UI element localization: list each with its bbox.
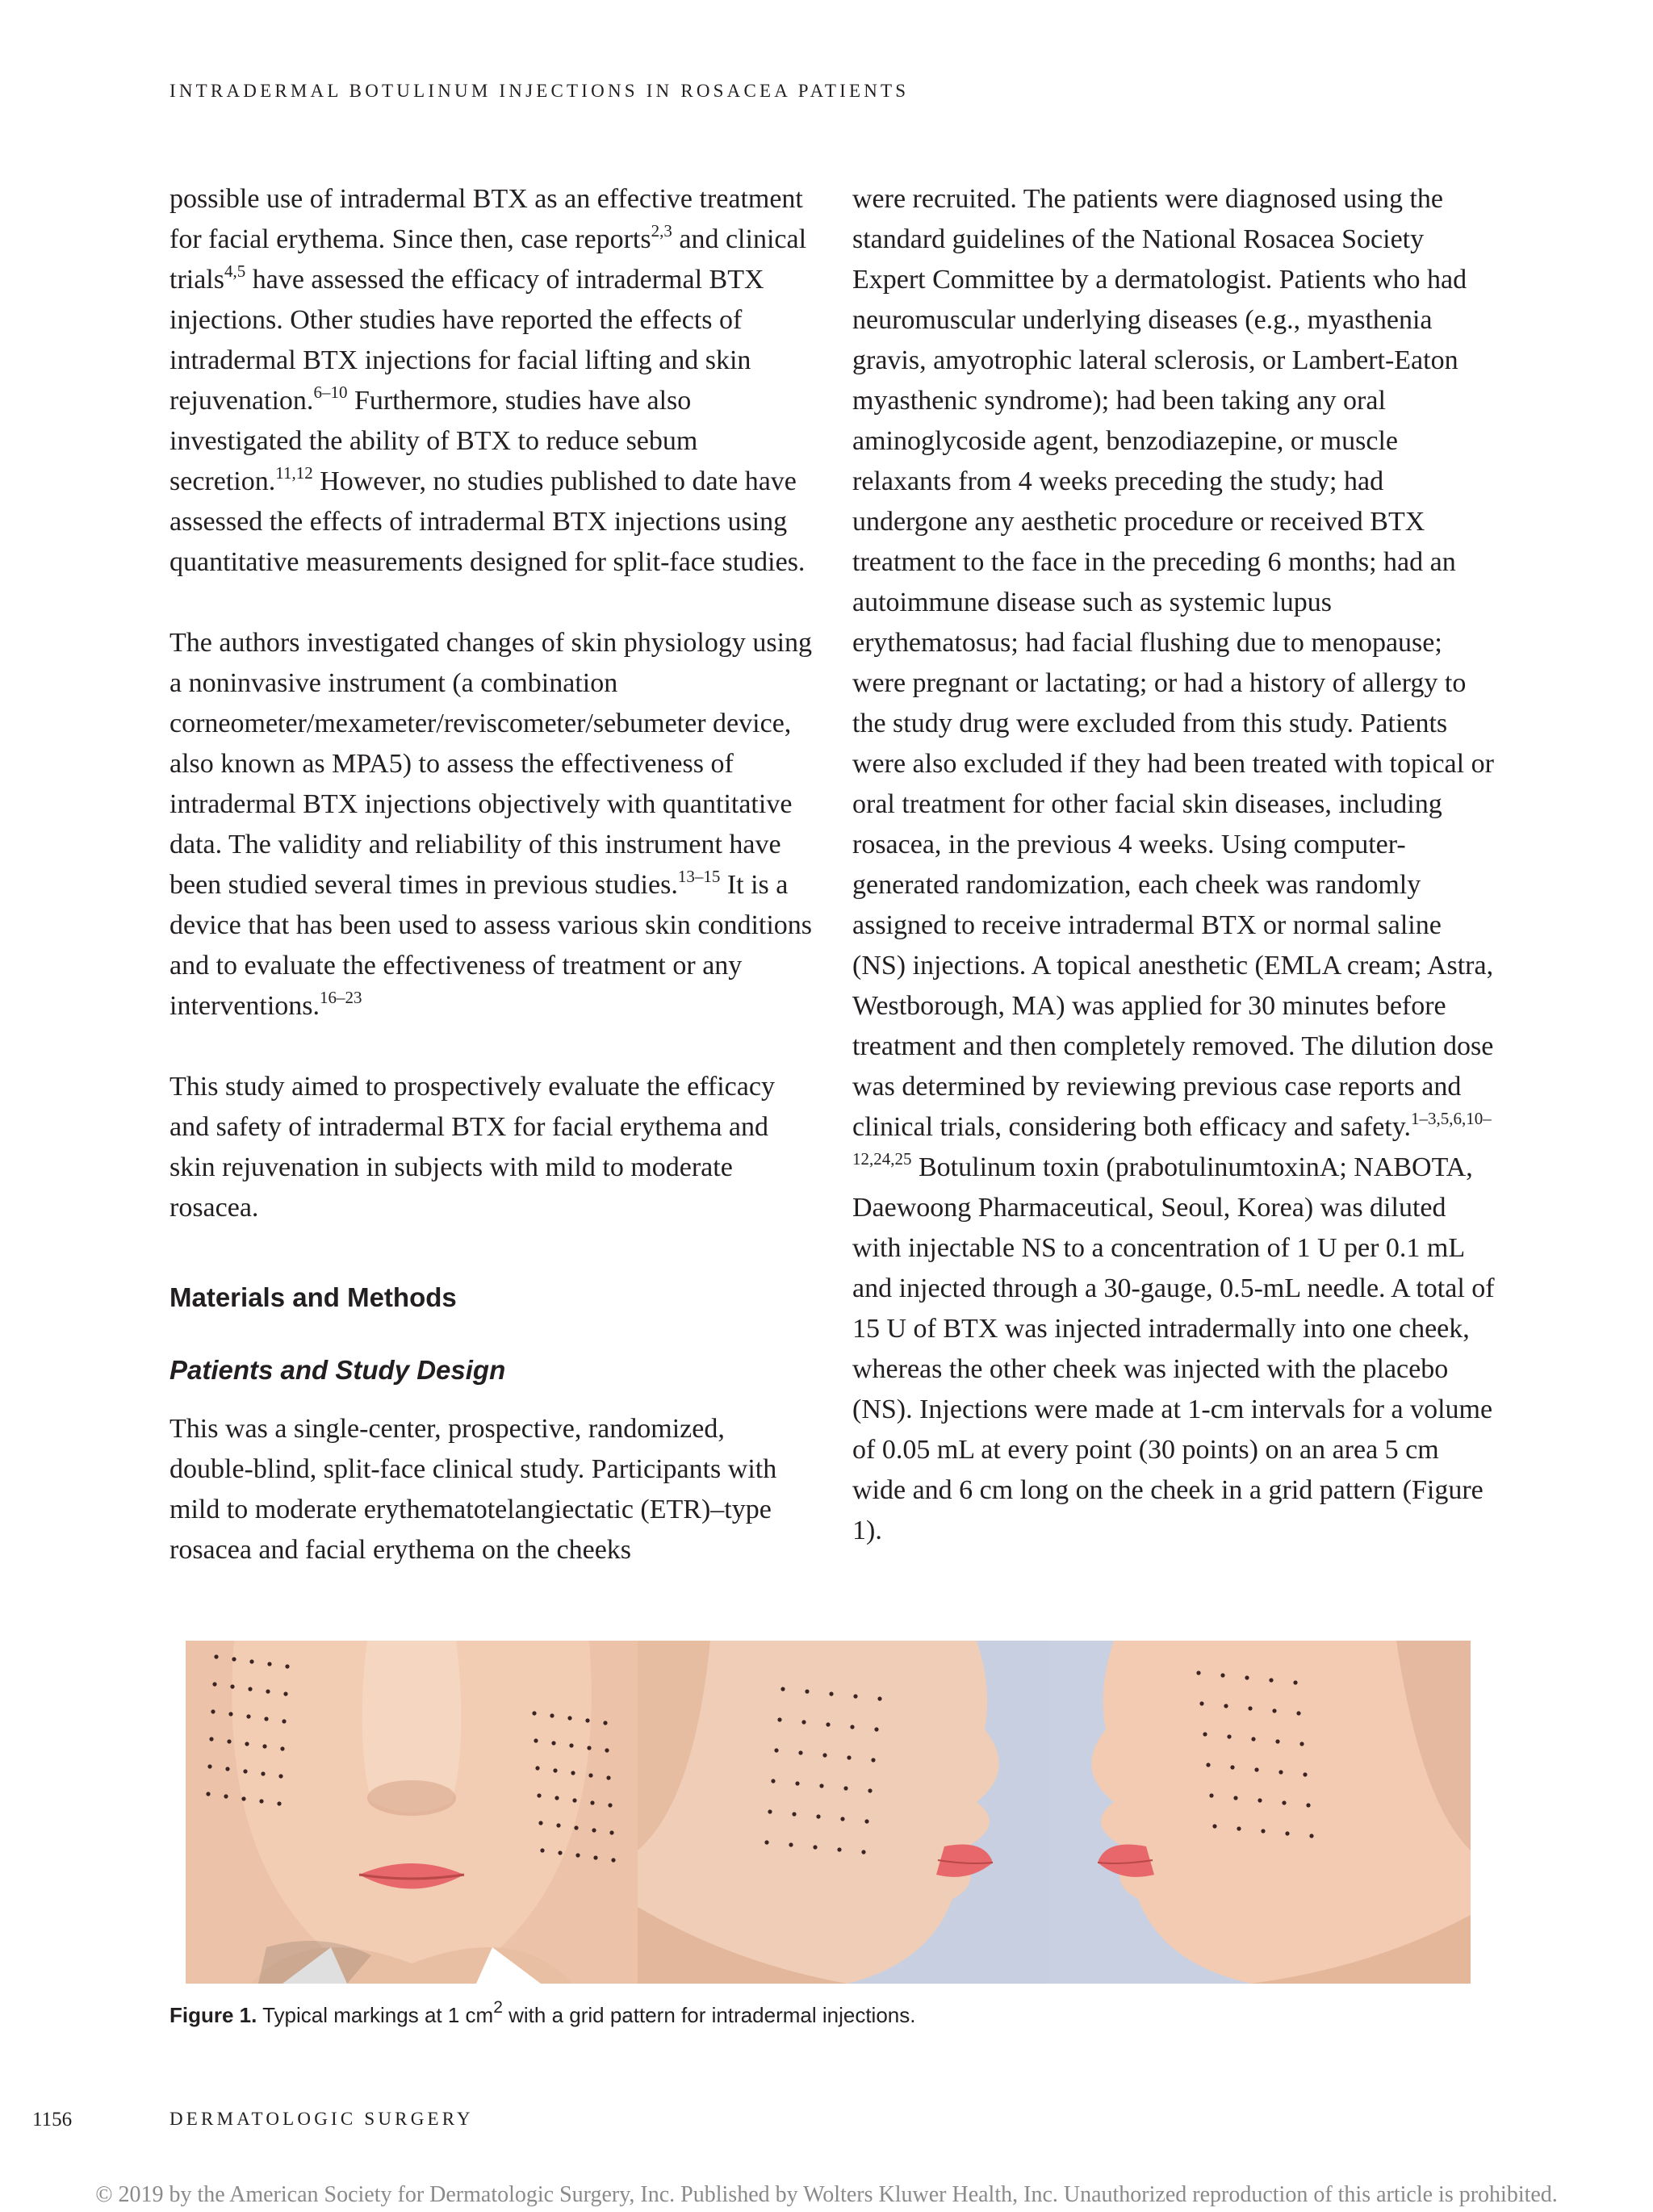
injection-dot: [1285, 1831, 1289, 1835]
injection-dot: [280, 1746, 284, 1750]
injection-dot: [813, 1845, 817, 1849]
injection-dot: [567, 1716, 571, 1720]
injection-dot: [840, 1817, 844, 1821]
injection-dot: [1303, 1772, 1307, 1776]
injection-dot: [1296, 1711, 1300, 1715]
paragraph-instrument: [169, 623, 815, 1027]
injection-dot: [1206, 1762, 1210, 1767]
injection-dot: [1261, 1829, 1265, 1833]
injection-dot: [1233, 1796, 1237, 1800]
injection-dot: [227, 1739, 231, 1743]
injection-dot: [874, 1727, 878, 1731]
injection-dot: [558, 1850, 562, 1854]
figure-caption: [169, 1998, 916, 2028]
injection-dot: [571, 1771, 575, 1775]
text-run: were recruited. The patients were diagnosed using the standard guidelines of the National Rosacea Society Expert Committee by a dermatologist. Patients who had neuromuscular underlying diseases (e.g., myasthenia gravis, amyotrophic lateral sclerosis, or Lambert-Eaton myasthenic syndrome); had been taking any oral aminoglycoside agent, benzodiazepine, or muscle relaxants from 4 weeks preceding the study; had undergone any aesthetic procedure or received BTX treatment to the face in the preceding 6 months; had an autoimmune disease such as systemic lupus erythematosus; had facial flushing due to menopause; were pregnant or lactating; or had a history of allergy to the study drug were excluded from this study. Patients were also excluded if they had been treated with topical or oral treatment for other facial skin diseases, including rosacea, in the previous 4 weeks. Using computer-generated randomization, each cheek was randomly assigned to receive intradermal BTX or normal saline (NS) injections. A topical anesthetic (EMLA cream; Astra, Westborough, MA) was applied for 30 minutes before treatment and then completely removed. The dilution dose was determined by reviewing previous case reports and clinical trials, considering both efficacy and safety.: [852, 184, 1494, 1142]
injection-dot: [861, 1850, 865, 1854]
injection-dot: [282, 1719, 286, 1723]
injection-dot: [868, 1788, 872, 1792]
right-column: [852, 179, 1498, 1551]
citation: 4,5: [224, 261, 246, 281]
injection-dot: [608, 1803, 612, 1807]
injection-dot: [1227, 1734, 1231, 1738]
injection-dot: [262, 1744, 266, 1748]
injection-dot: [1269, 1678, 1273, 1682]
injection-dot: [871, 1758, 875, 1762]
injection-dot: [764, 1840, 768, 1844]
text-run: Furthermore, studies have also investigated the ability of BTX to reduce sebum secretion.: [169, 386, 698, 496]
journal-name: DERMATOLOGIC SURGERY: [169, 2109, 474, 2129]
citation: 1–3,5,6,10–12,24,25: [852, 1108, 1492, 1169]
injection-dot: [768, 1809, 772, 1813]
injection-dot: [267, 1662, 271, 1666]
injection-dot: [245, 1742, 249, 1746]
caption-text: with a grid pattern for intradermal injections.: [502, 2003, 916, 2027]
text-run: It is a device that has been used to assess various skin conditions and to evaluate the effectiveness of treatment or any interventions.: [169, 870, 813, 1021]
injection-dot: [550, 1713, 554, 1717]
injection-dot: [795, 1781, 799, 1785]
injection-dot: [1278, 1770, 1283, 1774]
injection-dot: [829, 1691, 833, 1696]
injection-dot: [232, 1657, 236, 1661]
copyright-notice: © 2019 by the American Society for Dermatologic Surgery, Inc. Published by Wolters Kluwer Health, Inc. Unauthorized reproduction of this article is prohibited.: [95, 2182, 1558, 2207]
injection-dot: [575, 1853, 580, 1857]
injection-dot: [261, 1771, 265, 1775]
injection-dot: [1196, 1670, 1200, 1675]
injection-dot: [1248, 1706, 1252, 1710]
text-run: and clinical trials: [169, 224, 807, 295]
photo-frontal: [186, 1641, 638, 1984]
injection-dot: [585, 1718, 589, 1722]
injection-dot: [801, 1720, 806, 1724]
injection-dot: [593, 1855, 597, 1859]
injection-dot: [587, 1746, 591, 1750]
oblique-left-illustration: [1049, 1641, 1471, 1984]
injection-dot: [241, 1796, 245, 1800]
caption-superscript: 2: [493, 1998, 503, 2018]
oblique-right-illustration: [638, 1641, 1049, 1984]
injection-dot: [1258, 1798, 1262, 1802]
subsection-heading: Patients and Study Design: [169, 1355, 506, 1385]
injection-dot: [822, 1753, 826, 1757]
injection-dot: [816, 1814, 820, 1818]
injection-dot: [1203, 1732, 1207, 1736]
injection-dot: [538, 1821, 542, 1825]
caption-label: Figure 1.: [169, 2003, 257, 2027]
text-run: However, no studies published to date have assessed the effects of intradermal BTX injections using quantitative measurements designed for split-face studies.: [169, 466, 806, 577]
citation: 11,12: [275, 462, 313, 483]
injection-dot: [1282, 1800, 1286, 1804]
page-number: 1156: [32, 2109, 73, 2130]
injection-dot: [771, 1779, 775, 1783]
paragraph-intro-continued: [169, 179, 815, 583]
injection-dot: [228, 1712, 232, 1716]
text-run: The authors investigated changes of skin physiology using a noninvasive instrument (a combination corneometer/mexameter/reviscometer/sebumeter device, also known as MPA5) to assess the effectiveness of intradermal BTX injections objectively with quantitative data. The validity and reliability of this instrument have been studied several times in previous studies.: [169, 628, 813, 900]
injection-dot: [1272, 1708, 1276, 1712]
injection-dot: [553, 1768, 557, 1772]
citation: 13–15: [677, 866, 721, 886]
injection-dot: [1220, 1673, 1224, 1677]
injection-dot: [285, 1664, 289, 1668]
text-run: possible use of intradermal BTX as an effective treatment for facial erythema. Since then, case reports: [169, 184, 803, 254]
figure-1-photos: [186, 1641, 1471, 1984]
injection-dot: [1251, 1737, 1255, 1741]
injection-dot: [826, 1722, 830, 1726]
injection-dot: [551, 1741, 555, 1745]
injection-dot: [540, 1848, 544, 1852]
injection-dot: [843, 1786, 847, 1790]
paragraph-study-design: This was a single-center, prospective, randomized, double-blind, split-face clinical study. Participants with mild to moderate erythematotelangiectatic (ETR)–type rosacea and facial erythema on the cheeks: [169, 1414, 777, 1565]
injection-dot: [243, 1769, 247, 1773]
injection-dot: [1245, 1675, 1249, 1679]
injection-dot: [211, 1709, 215, 1713]
injection-dot: [1209, 1793, 1213, 1797]
citation: 16–23: [320, 987, 362, 1007]
injection-dot: [207, 1764, 211, 1768]
injection-dot: [774, 1748, 778, 1752]
injection-dot: [249, 1659, 253, 1663]
injection-dot: [574, 1825, 578, 1829]
injection-dot: [266, 1689, 270, 1693]
injection-dot: [259, 1799, 263, 1803]
injection-dot: [569, 1743, 573, 1747]
paragraph-recruitment: [852, 179, 1498, 1551]
injection-dot: [777, 1717, 781, 1721]
injection-dot: [1306, 1803, 1310, 1807]
injection-dot: [592, 1828, 596, 1832]
frontal-face-illustration: [186, 1641, 638, 1984]
photo-oblique-right: [638, 1641, 1049, 1984]
injection-dot: [605, 1748, 609, 1752]
section-heading: Materials and Methods: [169, 1282, 457, 1312]
injection-dot: [1237, 1826, 1241, 1830]
injection-dot: [246, 1714, 250, 1718]
injection-dot: [609, 1830, 613, 1834]
injection-dot: [798, 1750, 802, 1754]
injection-dot: [853, 1694, 857, 1698]
injection-dot: [1224, 1704, 1228, 1708]
injection-dot: [1212, 1824, 1216, 1828]
paragraph-aim: This study aimed to prospectively evaluate the efficacy and safety of intradermal BTX for facial erythema and skin rejuvenation in subjects with mild to moderate rosacea.: [169, 1072, 775, 1223]
running-title: INTRADERMAL BOTULINUM INJECTIONS IN ROSACEA PATIENTS: [169, 81, 910, 101]
citation: 6–10: [313, 382, 348, 402]
injection-dot: [805, 1689, 809, 1693]
injection-dot: [1254, 1767, 1258, 1771]
injection-dot: [212, 1682, 216, 1686]
injection-dot: [780, 1687, 785, 1691]
injection-dot: [819, 1783, 823, 1788]
injection-dot: [556, 1823, 560, 1827]
injection-dot: [532, 1711, 536, 1715]
injection-dot: [554, 1796, 559, 1800]
photo-oblique-left: [1049, 1641, 1471, 1984]
text-run: have assessed the efficacy of intradermal BTX injections. Other studies have reported the effects of intradermal BTX injections for facial lifting and skin rejuvenation.: [169, 265, 764, 416]
injection-dot: [877, 1696, 881, 1700]
citation: 2,3: [651, 220, 672, 240]
injection-dot: [792, 1812, 796, 1816]
injection-dot: [214, 1654, 218, 1658]
injection-dot: [534, 1738, 538, 1742]
injection-dot: [230, 1684, 234, 1688]
injection-dot: [206, 1792, 210, 1796]
injection-dot: [248, 1687, 252, 1691]
injection-dot: [224, 1794, 228, 1798]
injection-dot: [789, 1842, 793, 1846]
injection-dot: [1275, 1739, 1279, 1743]
injection-dot: [603, 1721, 607, 1725]
injection-dot: [264, 1716, 268, 1721]
injection-dot: [1299, 1742, 1304, 1746]
injection-dot: [1293, 1680, 1297, 1684]
caption-text: Typical markings at 1 cm: [257, 2003, 494, 2027]
injection-dot: [847, 1755, 851, 1759]
injection-dot: [837, 1847, 841, 1851]
injection-dot: [209, 1737, 213, 1741]
injection-dot: [277, 1801, 281, 1805]
injection-dot: [535, 1766, 539, 1770]
injection-dot: [864, 1819, 868, 1823]
injection-dot: [606, 1775, 610, 1779]
injection-dot: [1230, 1765, 1234, 1769]
injection-dot: [225, 1767, 229, 1771]
injection-dot: [1199, 1701, 1203, 1705]
injection-dot: [278, 1774, 282, 1778]
injection-dot: [1309, 1834, 1313, 1838]
injection-dot: [850, 1725, 854, 1729]
left-column: [169, 179, 815, 1570]
injection-dot: [572, 1798, 576, 1802]
injection-dot: [537, 1793, 541, 1797]
injection-dot: [283, 1691, 287, 1696]
injection-dot: [588, 1773, 592, 1777]
text-run: Botulinum toxin (prabotulinumtoxinA; NABOTA, Daewoong Pharmaceutical, Seoul, Korea) was diluted with injectable NS to a concentration of 1 U per 0.1 mL and injected through a 30-gauge, 0.5-mL needle. A total of 15 U of BTX was injected intradermally into one cheek, whereas the other cheek was injected with the placebo (NS). Injections were made at 1-cm intervals for a volume of 0.05 mL at every point (30 points) on an area 5 cm wide and 6 cm long on the cheek in a grid pattern (Figure 1).: [852, 1152, 1495, 1545]
injection-dot: [590, 1800, 594, 1804]
injection-dot: [611, 1858, 615, 1862]
